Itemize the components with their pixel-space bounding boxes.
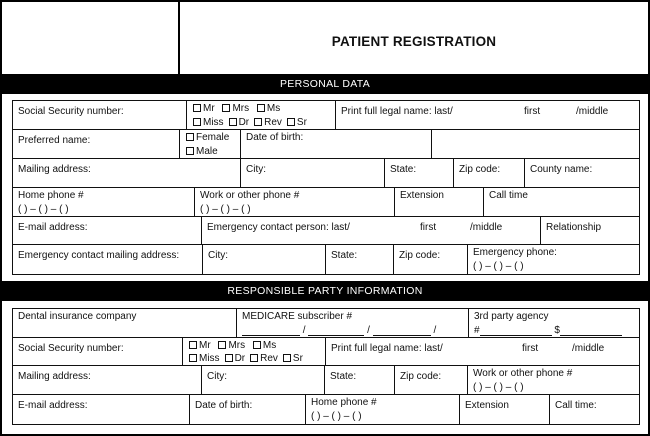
work-phone-field[interactable]: Work or other phone # ( ) – ( ) – ( ) — [194, 187, 395, 217]
legal-name-field[interactable]: Print full legal name: last/ first /middle — [335, 100, 640, 130]
medicare-field[interactable]: MEDICARE subscriber # / / / — [236, 308, 469, 338]
rp-zip-field[interactable]: Zip code: — [394, 365, 468, 395]
title-area — [180, 2, 648, 74]
gender-checkboxes[interactable] — [179, 129, 241, 159]
dental-insurance-field[interactable]: Dental insurance company — [12, 308, 237, 338]
option-rev[interactable]: Rev — [249, 353, 278, 364]
rp-email-field[interactable]: E-mail address: — [12, 394, 190, 425]
agency-amount[interactable] — [560, 326, 622, 336]
option-sr[interactable]: Sr — [282, 353, 303, 364]
checkbox[interactable] — [193, 118, 201, 126]
personal-data-section — [2, 94, 648, 281]
checkbox[interactable] — [253, 341, 261, 349]
rp-dob-field[interactable]: Date of birth: — [189, 394, 306, 425]
dob-field[interactable]: Date of birth: — [240, 129, 432, 159]
emergency-city-field[interactable]: City: — [202, 244, 326, 275]
checkbox[interactable] — [257, 104, 265, 112]
relationship-field[interactable]: Relationship — [540, 216, 640, 245]
option-ms[interactable]: Ms — [252, 340, 276, 351]
option-sr[interactable]: Sr — [286, 117, 307, 128]
call-time-field[interactable]: Call time — [483, 187, 640, 217]
option-rev[interactable]: Rev — [253, 117, 282, 128]
checkbox[interactable] — [225, 354, 233, 362]
option-ms[interactable]: Ms — [256, 103, 280, 114]
option-miss[interactable]: Miss — [188, 353, 220, 364]
emergency-contact-field[interactable]: Emergency contact person: last/ first /middle — [201, 216, 541, 245]
checkbox[interactable] — [218, 341, 226, 349]
rp-home-phone-field[interactable]: Home phone # ( ) – ( ) – ( ) — [305, 394, 460, 425]
option-dr[interactable]: Dr — [224, 353, 246, 364]
home-phone-field[interactable]: Home phone # ( ) – ( ) – ( ) — [12, 187, 195, 217]
checkbox[interactable] — [287, 118, 295, 126]
option-mr[interactable]: Mr — [188, 340, 211, 351]
zip-field[interactable]: Zip code: — [453, 158, 525, 188]
emergency-mailing-field[interactable]: Emergency contact mailing address: — [12, 244, 203, 275]
checkbox[interactable] — [193, 104, 201, 112]
checkbox[interactable] — [222, 104, 230, 112]
checkbox[interactable] — [186, 133, 194, 141]
county-field[interactable]: County name: — [524, 158, 640, 188]
title-checkboxes[interactable] — [186, 100, 336, 130]
rp-work-phone-field[interactable]: Work or other phone # ( ) – ( ) – ( ) — [467, 365, 640, 395]
rp-mailing-address-field[interactable]: Mailing address: — [12, 365, 202, 395]
ssn-field[interactable]: Social Security number: — [12, 100, 187, 130]
rp-legal-name-field[interactable]: Print full legal name: last/ first /middle — [325, 337, 640, 366]
rp-call-time-field[interactable]: Call time: — [549, 394, 640, 425]
email-field[interactable]: E-mail address: — [12, 216, 202, 245]
emergency-zip-field[interactable]: Zip code: — [393, 244, 468, 275]
option-mr[interactable]: Mr — [192, 103, 215, 114]
state-field[interactable]: State: — [384, 158, 454, 188]
preferred-name-field[interactable]: Preferred name: — [12, 129, 180, 159]
logo-area — [2, 2, 178, 74]
emergency-phone-field[interactable]: Emergency phone: ( ) – ( ) – ( ) — [467, 244, 640, 275]
checkbox[interactable] — [229, 118, 237, 126]
blank-cell — [431, 129, 640, 159]
checkbox[interactable] — [250, 354, 258, 362]
city-field[interactable]: City: — [240, 158, 385, 188]
option-mrs[interactable]: Mrs — [217, 340, 245, 351]
medicare-part-1[interactable] — [242, 326, 300, 336]
checkbox[interactable] — [283, 354, 291, 362]
option-miss[interactable]: Miss — [192, 117, 224, 128]
responsible-party-section — [2, 301, 648, 434]
extension-field[interactable]: Extension — [394, 187, 484, 217]
third-party-agency-field[interactable]: 3rd party agency # $ — [468, 308, 640, 338]
section-header-responsible: RESPONSIBLE PARTY INFORMATION — [227, 285, 423, 297]
rp-title-checkboxes[interactable] — [182, 337, 326, 366]
medicare-part-3[interactable] — [373, 326, 431, 336]
option-mrs[interactable]: Mrs — [221, 103, 249, 114]
checkbox[interactable] — [254, 118, 262, 126]
rp-extension-field[interactable]: Extension — [459, 394, 550, 425]
option-male[interactable]: Male — [185, 146, 240, 157]
medicare-part-2[interactable] — [308, 326, 364, 336]
checkbox[interactable] — [189, 341, 197, 349]
page-title: PATIENT REGISTRATION — [331, 34, 497, 49]
rp-city-field[interactable]: City: — [201, 365, 325, 395]
option-female[interactable]: Female — [185, 132, 229, 143]
emergency-state-field[interactable]: State: — [325, 244, 394, 275]
option-dr[interactable]: Dr — [228, 117, 250, 128]
section-header-personal: PERSONAL DATA — [279, 78, 371, 90]
rp-ssn-field[interactable]: Social Security number: — [12, 337, 183, 366]
rp-state-field[interactable]: State: — [324, 365, 395, 395]
mailing-address-field[interactable]: Mailing address: — [12, 158, 241, 188]
agency-number[interactable] — [480, 326, 552, 336]
checkbox[interactable] — [186, 147, 194, 155]
checkbox[interactable] — [189, 354, 197, 362]
